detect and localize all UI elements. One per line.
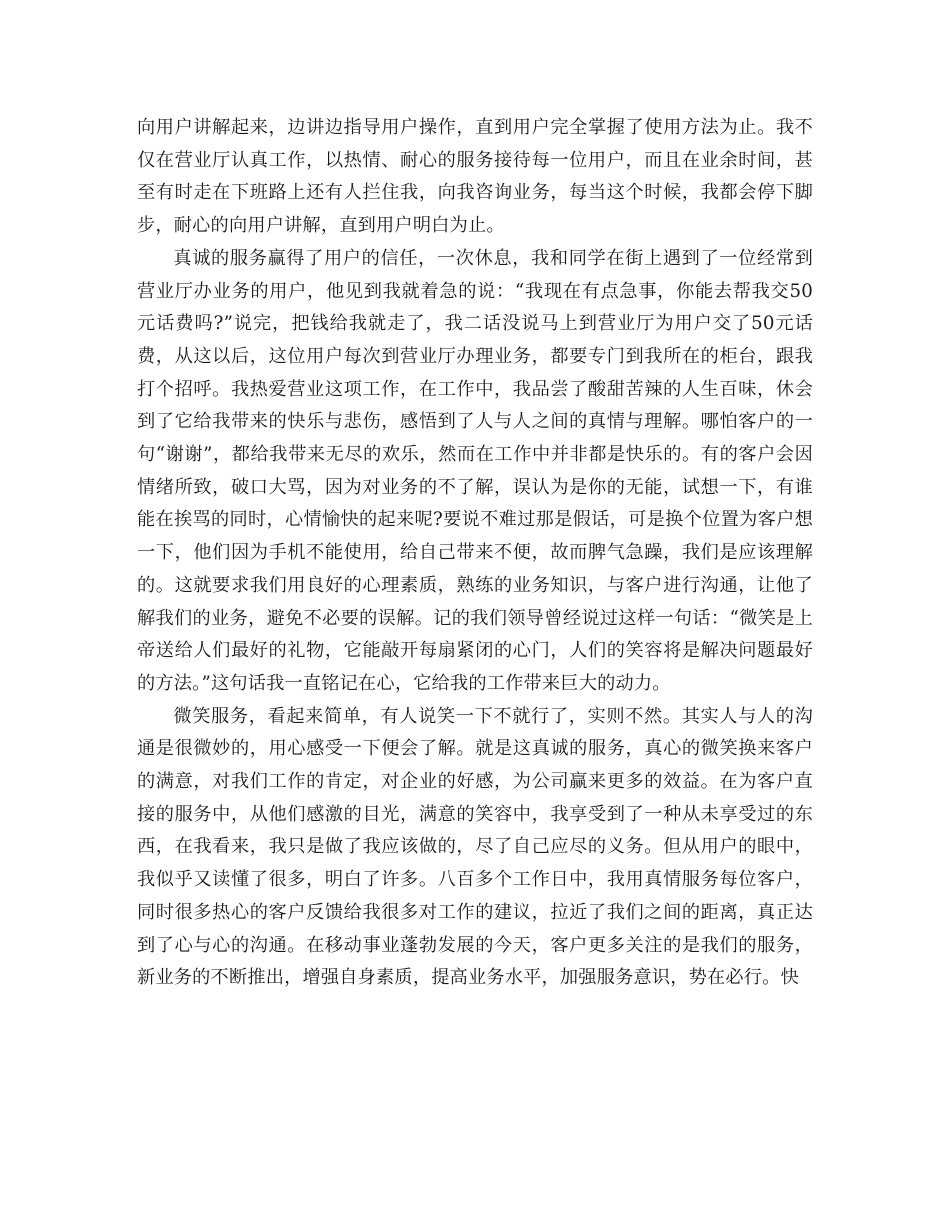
paragraph-3: 微笑服务，看起来简单，有人说笑一下不就行了，实则不然。其实人与人的沟通是很微妙的，用心感受一下便会了解。就是这真诚的服务，真心的微笑换来客户的满意，对我们工作的肯定，对企业的好感，为公司赢来更多的效益。在为客户直接的服务中，从他们感激的目光，满意的笑容中，我享受到了一种从未享受过的东西，在我看来，我只是做了我应该做的，尽了自己应尽的义务。但从用户的眼中，我似乎又读懂了很多，明白了许多。八百多个工作日中，我用真情服务每位客户，同时很多热心的客户反馈给我很多对工作的建议，拉近了我们之间的距离，真正达到了心与心的沟通。在移动事业蓬勃发展的今天，客户更多关注的是我们的服务，新业务的不断推出，增强自身素质，提高业务水平，加强服务意识，势在必行。快 (137, 705, 813, 989)
paragraph-2: 真诚的服务赢得了用户的信任，一次休息，我和同学在街上遇到了一位经常到营业厅办业务的用户，他见到我就着急的说：“我现在有点急事，你能去帮我交50元话费吗?”说完，把钱给我就走了，我二话没说马上到营业厅为用户交了50元话费，从这以后，这位用户每次到营业厅办理业务，都要专门到我所在的柜台，跟我打个招呼。我热爱营业这项工作，在工作中，我品尝了酸甜苦辣的人生百味，休会到了它给我带来的快乐与悲伤，感悟到了人与人之间的真情与理解。哪怕客户的一句“谢谢”，都给我带来无尽的欢乐，然而在工作中并非都是快乐的。有的客户会因情绪所致，破口大骂，因为对业务的不了解，误认为是你的无能，试想一下，有谁能在挨骂的同时，心情愉快的起来呢?要说不难过那是假话，可是换个位置为客户想一下，他们因为手机不能使用，给自己带来不便，故而脾气急躁，我们是应该理解的。这就要求我们用良好的心理素质，熟练的业务知识，与客户进行沟通，让他了解我们的业务，避免不必要的误解。记的我们领导曾经说过这样一句话：“微笑是上帝送给人们最好的礼物，它能敲开每扇紧闭的心门，人们的笑容将是解决问题最好的方法。”这句话我一直铭记在心，它给我的工作带来巨大的动力。 (137, 247, 813, 694)
body-text (137, 112, 813, 995)
paragraph-1: 向用户讲解起来，边讲边指导用户操作，直到用户完全掌握了使用方法为止。我不仅在营业厅认真工作，以热情、耐心的服务接待每一位用户，而且在业余时间，甚至有时走在下班路上还有人拦住我，向我咨询业务，每当这个时候，我都会停下脚步，耐心的向用户讲解，直到用户明白为止。 (137, 117, 813, 237)
